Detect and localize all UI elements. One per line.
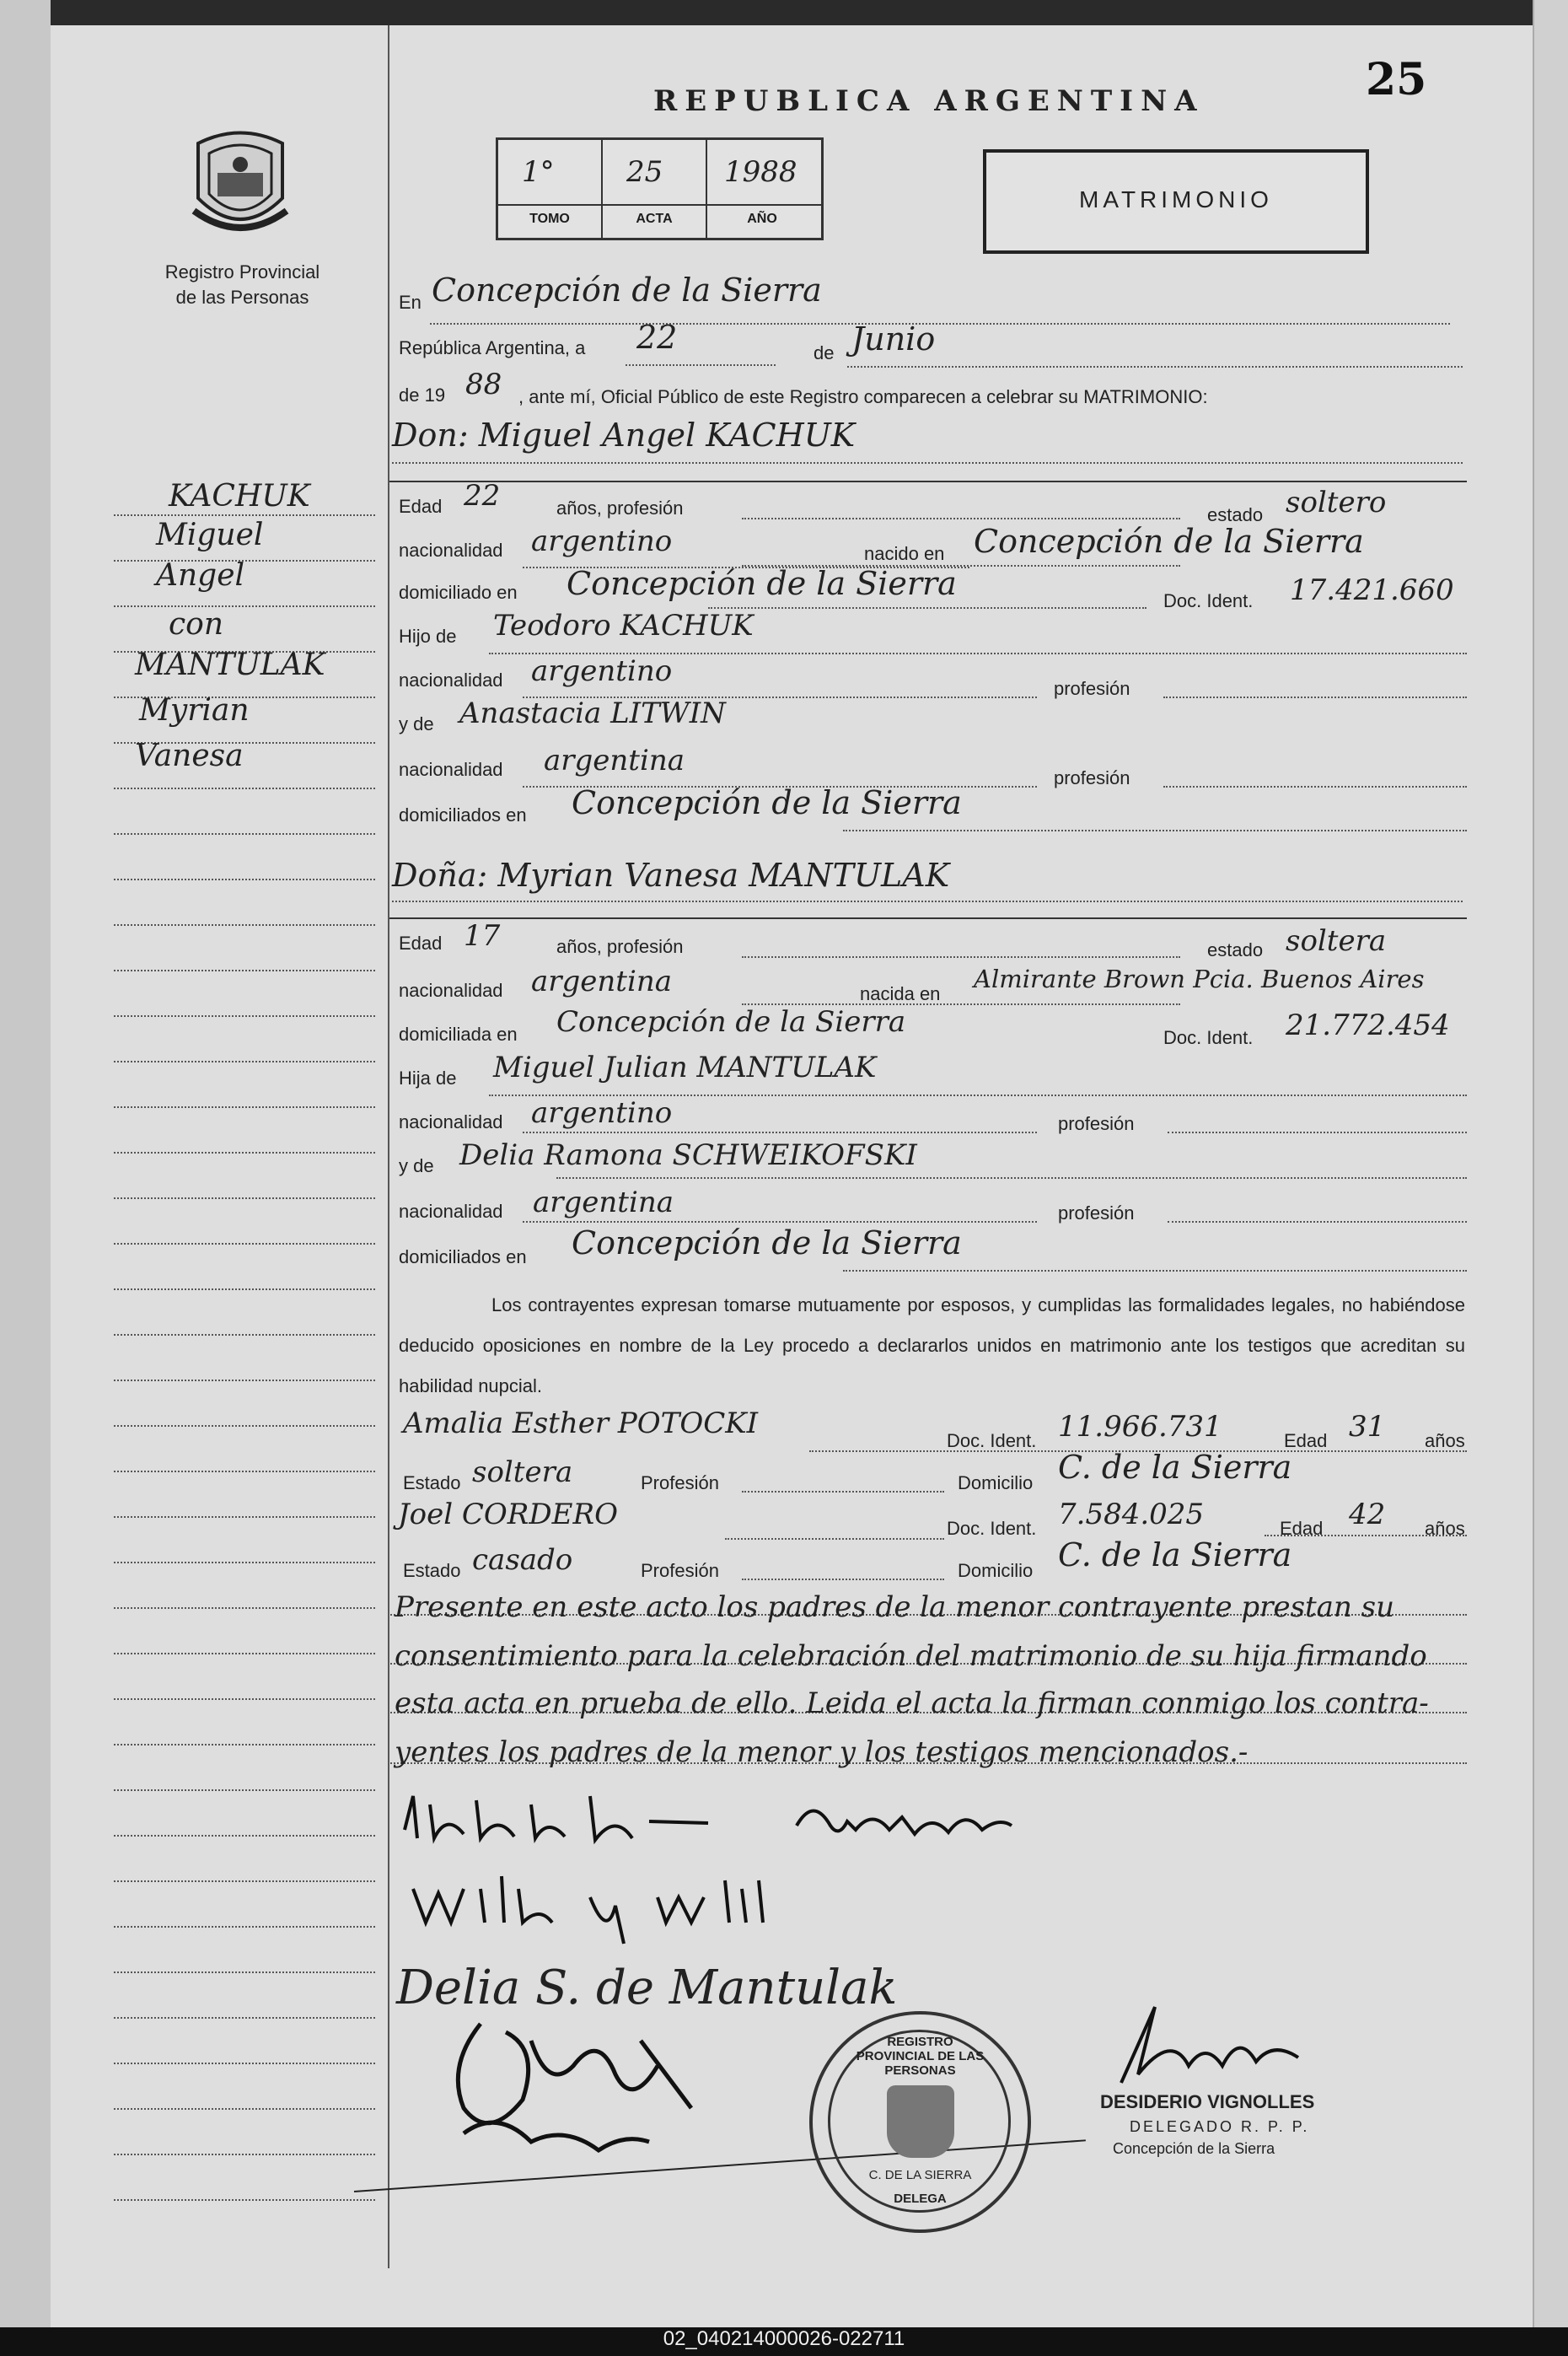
margin-dotted-line [114,1152,375,1154]
form-dotted-line [1168,1132,1467,1133]
de-label: de [814,342,835,363]
bride-father-nac: argentino [531,1096,673,1130]
bride-parents-domicilio: Concepción de la Sierra [572,1224,962,1261]
witness-1-dom-label: Domicilio [958,1472,1034,1493]
stamp-emblem-icon [887,2085,954,2158]
margin-dotted-line [114,924,375,926]
margin-dotted-line [114,1106,375,1108]
margin-dotted-line [114,1197,375,1199]
margin-dotted-line [114,1562,375,1563]
form-dotted-line [523,786,1037,788]
groom-nacionalidad: argentino [531,524,673,558]
bride-doc-label: Doc. Ident. [1163,1027,1254,1048]
groom-birthplace: Concepción de la Sierra [974,523,1364,560]
groom-nacido-label: nacido en [864,543,945,564]
witness-2-dom-label: Domicilio [958,1560,1034,1581]
bride-age: 17 [464,919,501,953]
ano-value: 1988 [724,155,797,189]
stamp-center: C. DE LA SIERRA [868,2168,972,2182]
witness-2-domicilio: C. de la Sierra [1058,1536,1292,1573]
form-dotted-line [708,607,1146,609]
groom-yde-label: y de [399,713,434,734]
margin-dotted-line [114,1471,375,1472]
margin-name-1: KACHUK [169,479,310,514]
groom-mother: Anastacia LITWIN [459,697,726,730]
republic-label: República Argentina, a [399,337,586,358]
margin-dotted-line [114,833,375,835]
bride-father: Miguel Julian MANTULAK [493,1051,877,1084]
bride-birthplace: Almirante Brown Pcia. Buenos Aires [974,965,1425,993]
bride-mother-nac-label: nacionalidad [399,1201,503,1222]
groom-estado-label: estado [1207,504,1264,525]
groom-father: Teodoro KACHUK [493,609,754,643]
stamp-bottom: DELEGA [894,2192,947,2206]
ceremony-month: Junio [851,320,936,358]
registry-name: Registro Provincial de las Personas [164,261,320,308]
margin-dotted-line [114,1380,375,1381]
groom-mother-nac-label: nacionalidad [399,759,503,780]
bride-nacida-label: nacida en [860,983,941,1004]
bride-nacionalidad: argentina [531,965,673,998]
margin-dotted-line [114,1516,375,1518]
witness-2-doc: 7.584.025 [1058,1498,1205,1531]
binding-spine [0,0,51,2356]
margin-dotted-line [114,1835,375,1837]
margin-dotted-line [114,1607,375,1609]
margin-dotted-line [114,1653,375,1654]
signature-mother: Delia S. de Mantulak [396,1961,898,2015]
margin-name-3: Angel [156,558,245,593]
margin-dotted-line [114,1243,375,1245]
groom-hijo-label: Hijo de [399,626,457,647]
margin-dotted-line [114,1334,375,1336]
registry-stamp [809,2011,1031,2233]
witness-1-estado: soltera [472,1455,573,1489]
form-dotted-line [742,1003,1180,1005]
signature-groom [396,1788,717,1859]
page-number: 25 [1366,54,1427,105]
en-label: En [399,292,422,313]
margin-dotted-line [114,1789,375,1791]
groom-nac-label: nacionalidad [399,540,503,561]
acta-label: ACTA [636,212,673,226]
form-dotted-line [1168,1221,1467,1223]
groom-doms-label: domiciliados en [399,804,527,826]
column-divider [388,25,389,2268]
groom-dom-label: domiciliado en [399,582,518,603]
groom-father-prof-label: profesión [1054,678,1130,699]
bride-mother-nac: argentina [533,1186,674,1219]
ano-label: AÑO [747,212,777,226]
bride-father-prof-label: profesión [1058,1113,1135,1134]
groom-father-nac: argentino [531,654,673,688]
groom-domicilio: Concepción de la Sierra [567,565,957,602]
bride-anos-prof: años, profesión [556,936,684,957]
bride-estado: soltera [1286,924,1387,958]
bride-edad-label: Edad [399,933,443,954]
stamp-text: REGISTRO PROVINCIAL DE LAS PERSONAS [856,2035,985,2078]
witness-1-estado-label: Estado [403,1472,461,1493]
margin-dotted-line [114,2154,375,2155]
bride-doms-label: domiciliados en [399,1246,527,1267]
margin-name-4: con [169,607,224,642]
witness-2-name: Joel CORDERO [398,1498,618,1531]
official-title: DELEGADO R. P. P. [1130,2118,1310,2135]
margin-name-6: Myrian [139,693,250,728]
official-place: Concepción de la Sierra [1113,2140,1275,2157]
witness-1-anos: años [1425,1430,1465,1451]
form-dotted-line [742,1579,944,1580]
document-type-box [983,149,1369,254]
republic-title: REPUBLICA ARGENTINA [653,84,1205,118]
groom-doc-label: Doc. Ident. [1163,590,1254,611]
note-line-2: consentimiento para la celebración del matrimonio de su hija firmando [395,1639,1427,1673]
ceremony-year: 88 [465,368,502,401]
form-dotted-line [742,1491,944,1493]
document-type: MATRIMONIO [1079,186,1273,212]
official-name: DESIDERIO VIGNOLLES [1100,2091,1315,2112]
margin-dotted-line [114,1698,375,1700]
margin-name-7: Vanesa [135,739,244,773]
declaration-text: Los contrayentes expresan tomarse mutuamente por esposos, y cumplidas las formalidades legales, no habiéndose deducido oposiciones en nombre de la Ley procedo a declararlos unidos en matrimonio ante los testigos que acreditan su habilidad nupcial. [399,1294,1465,1396]
witness-2-estado: casado [472,1543,573,1577]
bride-hija-label: Hija de [399,1068,457,1089]
margin-dotted-line [114,1744,375,1745]
margin-dotted-line [114,2063,375,2064]
witness-1-domicilio: C. de la Sierra [1058,1449,1292,1486]
groom-anos-prof: años, profesión [556,498,684,519]
margin-dotted-line [114,1926,375,1928]
signature-father [405,1864,809,1952]
margin-dotted-line [114,605,375,607]
bride-mother: Delia Ramona SCHWEIKOFSKI [459,1138,917,1172]
note-line-3: esta acta en prueba de ello. Leida el acta la firman conmigo los contra- [395,1686,1429,1720]
form-dotted-line [725,1538,944,1540]
witness-2-age: 42 [1349,1498,1386,1531]
groom-parents-domicilio: Concepción de la Sierra [572,784,962,821]
form-dotted-line [1163,786,1467,788]
form-dotted-line [523,1132,1037,1133]
form-dotted-line [523,697,1037,698]
bride-father-nac-label: nacionalidad [399,1111,503,1132]
margin-dotted-line [114,514,375,516]
margin-dotted-line [114,1425,375,1427]
margin-dotted-line [114,2108,375,2110]
witness-2-doc-label: Doc. Ident. [947,1518,1037,1539]
signature-witnesses [430,2015,717,2163]
note-line-1: Presente en este acto los padres de la menor contrayente prestan su [395,1590,1394,1624]
bride-yde-label: y de [399,1155,434,1176]
intro-text: , ante mí, Oficial Público de este Registro comparecen a celebrar su MATRIMONIO: [518,386,1208,407]
bride-doc: 21.772.454 [1286,1009,1450,1042]
bride-title: Doña: Myrian Vanesa MANTULAK [392,857,950,894]
province-seal-icon [185,126,295,240]
witness-2-prof-label: Profesión [641,1560,719,1581]
groom-mother-prof-label: profesión [1054,767,1130,788]
groom-title: Don: Miguel Angel KACHUK [392,417,856,454]
groom-doc: 17.421.660 [1290,573,1454,607]
groom-estado: soltero [1286,486,1387,519]
record-number-box [496,137,824,240]
margin-dotted-line [114,879,375,880]
signature-official [1087,1998,1307,2095]
margin-dotted-line [114,1880,375,1882]
ceremony-day: 22 [636,319,678,356]
tomo-value: 1° [522,155,555,189]
margin-dotted-line [114,788,375,789]
tomo-label: TOMO [529,212,570,226]
witness-1-edad-label: Edad [1284,1430,1328,1451]
witness-2-estado-label: Estado [403,1560,461,1581]
margin-dotted-line [114,1015,375,1017]
margin-dotted-line [114,2017,375,2019]
witness-1-prof-label: Profesión [641,1472,719,1493]
bride-mother-prof-label: profesión [1058,1202,1135,1224]
margin-name-2: Miguel [156,518,264,552]
margin-dotted-line [114,970,375,971]
witness-2-edad-label: Edad [1280,1518,1324,1539]
ceremony-place: Concepción de la Sierra [432,272,822,309]
witness-2-anos: años [1425,1518,1465,1539]
form-dotted-line [556,1177,1467,1179]
acta-value: 25 [626,155,663,189]
page-edge [1533,0,1568,2356]
groom-father-nac-label: nacionalidad [399,670,503,691]
margin-dotted-line [114,1061,375,1062]
form-dotted-line [523,567,969,568]
scan-identifier: 02_040214000026-022711 [663,2327,905,2350]
bride-estado-label: estado [1207,939,1264,960]
form-dotted-line [1163,697,1467,698]
form-dotted-line [843,830,1467,831]
witness-1-name: Amalia Esther POTOCKI [403,1407,759,1440]
year-label: de 19 [399,385,446,406]
margin-name-5: MANTULAK [135,648,325,682]
signature-bride [788,1792,1024,1855]
margin-dotted-line [114,2199,375,2201]
margin-dotted-line [114,1288,375,1290]
groom-edad-label: Edad [399,496,443,517]
groom-age: 22 [464,479,501,513]
groom-mother-nac: argentina [544,744,685,777]
bride-dom-label: domiciliada en [399,1024,518,1045]
form-dotted-line [843,1270,1467,1272]
margin-dotted-line [114,1971,375,1973]
witness-1-doc: 11.966.731 [1058,1410,1222,1444]
witness-1-doc-label: Doc. Ident. [947,1430,1037,1451]
form-dotted-line [523,1221,1037,1223]
witness-1-age: 31 [1349,1410,1386,1444]
bride-nac-label: nacionalidad [399,980,503,1001]
bride-domicilio: Concepción de la Sierra [556,1005,906,1039]
note-line-4: yentes los padres de la menor y los testigos mencionados.- [395,1735,1248,1769]
